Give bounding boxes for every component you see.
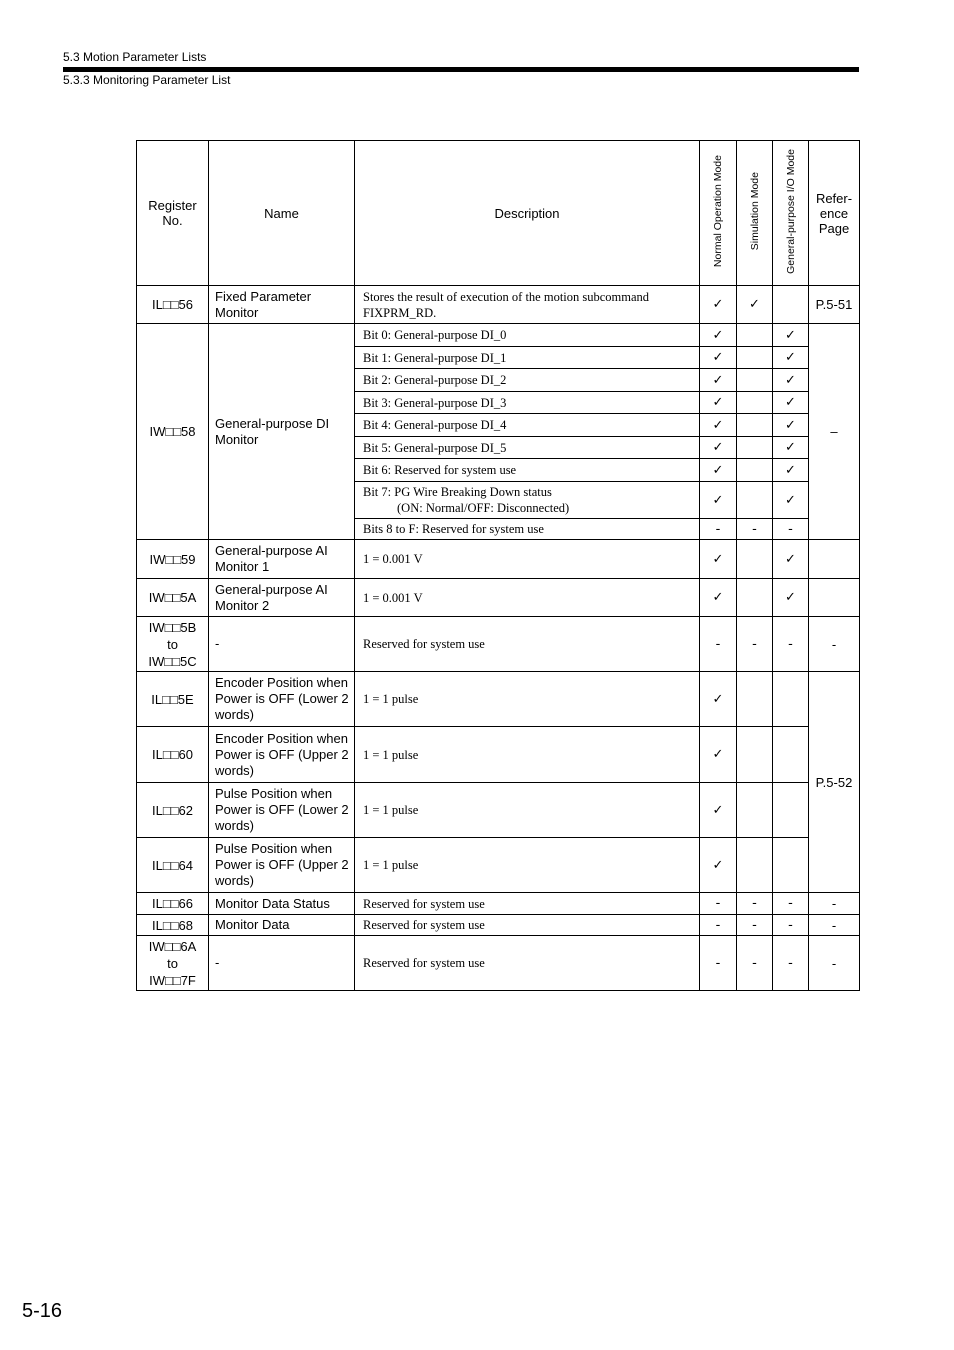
register-no: IL□□5E xyxy=(137,672,209,727)
subsection-title: 5.3.3 Monitoring Parameter List xyxy=(63,73,231,87)
reference-page: - xyxy=(809,936,860,991)
col-description-header: Description xyxy=(355,141,700,286)
check-mark: ✓ xyxy=(700,459,737,482)
check-mark: ✓ xyxy=(773,414,809,437)
check-mark: ✓ xyxy=(700,369,737,392)
bit-description: Bit 6: Reserved for system use xyxy=(355,459,700,482)
table-row xyxy=(137,579,860,617)
param-name: Fixed Parameter Monitor xyxy=(209,286,355,324)
table-row xyxy=(137,672,860,727)
col-register-header: Register No. xyxy=(137,141,209,286)
check-mark: ✓ xyxy=(700,286,737,324)
empty-cell xyxy=(737,324,773,347)
register-no xyxy=(137,936,209,991)
register-to: IW□□5C xyxy=(148,653,197,669)
dash-mark: - xyxy=(700,936,737,991)
check-mark: ✓ xyxy=(700,437,737,459)
bit-description: Bit 4: General-purpose DI_4 xyxy=(355,414,700,437)
empty-cell xyxy=(737,414,773,437)
dash-mark: - xyxy=(773,519,809,540)
empty-cell xyxy=(773,838,809,893)
page-number: 5-16 xyxy=(22,1300,63,1322)
bit-description: Bits 8 to F: Reserved for system use xyxy=(355,519,700,540)
dash-mark: - xyxy=(700,519,737,540)
bit-description: Bit 0: General-purpose DI_0 xyxy=(355,324,700,347)
param-name: Pulse Position when Power is OFF (Lower 2 words) xyxy=(209,783,355,838)
check-mark: ✓ xyxy=(700,838,737,893)
empty-cell xyxy=(737,727,773,783)
param-name: Monitor Data xyxy=(209,915,355,936)
param-name: Monitor Data Status xyxy=(209,893,355,915)
param-name: Encoder Position when Power is OFF (Lower 2 words) xyxy=(209,672,355,727)
register-no: IL□□68 xyxy=(137,915,209,936)
check-mark: ✓ xyxy=(773,324,809,347)
col-name-header: Name xyxy=(209,141,355,286)
bit7-note: (ON: Normal/OFF: Disconnected) xyxy=(397,501,570,515)
bit-description: Bit 1: General-purpose DI_1 xyxy=(355,347,700,369)
table-row xyxy=(137,783,860,838)
table-row xyxy=(137,617,860,672)
empty-cell xyxy=(773,672,809,727)
empty-cell xyxy=(737,672,773,727)
table-row xyxy=(137,286,860,324)
header-rule xyxy=(63,67,859,72)
bit-description: Bit 2: General-purpose DI_2 xyxy=(355,369,700,392)
reference-page: P.5-52 xyxy=(809,672,860,893)
param-name: Pulse Position when Power is OFF (Upper 2 words) xyxy=(209,838,355,893)
check-mark: ✓ xyxy=(700,540,737,579)
empty-cell xyxy=(737,838,773,893)
empty-cell xyxy=(737,482,773,519)
dash-mark: - xyxy=(737,915,773,936)
reference-page: - xyxy=(809,915,860,936)
check-mark: ✓ xyxy=(700,347,737,369)
param-name: General-purpose DI Monitor xyxy=(209,324,355,540)
dash-mark: - xyxy=(700,893,737,915)
reference-page: - xyxy=(809,893,860,915)
check-mark: ✓ xyxy=(773,459,809,482)
param-name: General-purpose AI Monitor 1 xyxy=(209,540,355,579)
param-description: 1 = 1 pulse xyxy=(355,727,700,783)
dash-mark: - xyxy=(737,936,773,991)
check-mark: ✓ xyxy=(700,482,737,519)
check-mark: ✓ xyxy=(700,324,737,347)
table-row xyxy=(137,324,860,347)
register-no: IW□□59 xyxy=(137,540,209,579)
check-mark: ✓ xyxy=(700,579,737,617)
bit-description: Bit 3: General-purpose DI_3 xyxy=(355,392,700,414)
section-title: 5.3 Motion Parameter Lists xyxy=(63,50,207,64)
param-description: 1 = 0.001 V xyxy=(355,579,700,617)
dash-mark: - xyxy=(773,936,809,991)
param-name: Encoder Position when Power is OFF (Upper 2 words) xyxy=(209,727,355,783)
table-row xyxy=(137,936,860,991)
check-mark: ✓ xyxy=(773,369,809,392)
empty-cell xyxy=(737,392,773,414)
col-normal-mode-header: Normal Operation Mode xyxy=(700,141,737,286)
register-no: IL□□64 xyxy=(137,838,209,893)
col-reference-header: Refer-ence Page xyxy=(809,141,860,286)
register-no: IW□□5A xyxy=(137,579,209,617)
register-no: IL□□56 xyxy=(137,286,209,324)
table-row xyxy=(137,727,860,783)
table-row xyxy=(137,540,860,579)
register-to-word: to xyxy=(167,955,178,971)
check-mark: ✓ xyxy=(773,437,809,459)
param-name: - xyxy=(209,936,355,991)
register-no: IW□□58 xyxy=(137,324,209,540)
register-to-word: to xyxy=(167,636,178,652)
dash-mark: - xyxy=(737,519,773,540)
check-mark: ✓ xyxy=(700,783,737,838)
col-simulation-mode-header: Simulation Mode xyxy=(737,141,773,286)
dash-mark: - xyxy=(773,893,809,915)
check-mark: ✓ xyxy=(773,392,809,414)
register-no xyxy=(137,617,209,672)
param-description: 1 = 0.001 V xyxy=(355,540,700,579)
dash-mark: - xyxy=(737,617,773,672)
empty-cell xyxy=(737,437,773,459)
register-no: IL□□66 xyxy=(137,893,209,915)
reference-page: - xyxy=(809,617,860,672)
check-mark: ✓ xyxy=(700,727,737,783)
empty-cell xyxy=(773,286,809,324)
reference-page xyxy=(809,540,860,579)
table-row xyxy=(137,915,860,936)
register-from: IW□□6A xyxy=(148,938,197,954)
empty-cell xyxy=(737,579,773,617)
check-mark: ✓ xyxy=(773,540,809,579)
param-description: Stores the result of execution of the motion subcommand FIXPRM_RD. xyxy=(355,286,700,324)
dash-mark: - xyxy=(773,617,809,672)
param-description: Reserved for system use xyxy=(355,617,700,672)
check-mark: ✓ xyxy=(737,286,773,324)
check-mark: ✓ xyxy=(773,347,809,369)
col-io-mode-header: General-purpose I/O Mode xyxy=(773,141,809,286)
param-description: 1 = 1 pulse xyxy=(355,783,700,838)
monitoring-parameter-table xyxy=(136,140,860,991)
param-description: Reserved for system use xyxy=(355,936,700,991)
param-description: 1 = 1 pulse xyxy=(355,672,700,727)
dash-mark: - xyxy=(773,915,809,936)
param-description: 1 = 1 pulse xyxy=(355,838,700,893)
reference-page xyxy=(809,579,860,617)
check-mark: ✓ xyxy=(700,392,737,414)
table-header-row xyxy=(137,141,860,286)
table-row xyxy=(137,893,860,915)
empty-cell xyxy=(773,783,809,838)
bit-description xyxy=(355,482,700,519)
table-row xyxy=(137,838,860,893)
dash-mark: - xyxy=(700,617,737,672)
empty-cell xyxy=(737,347,773,369)
param-name: - xyxy=(209,617,355,672)
empty-cell xyxy=(737,369,773,392)
dash-mark: - xyxy=(700,915,737,936)
empty-cell xyxy=(773,727,809,783)
register-from: IW□□5B xyxy=(148,619,197,635)
register-to: IW□□7F xyxy=(149,972,196,988)
check-mark: ✓ xyxy=(773,579,809,617)
check-mark: ✓ xyxy=(700,672,737,727)
reference-page: P.5-51 xyxy=(809,286,860,324)
bit7-label: Bit 7: PG Wire Breaking Down status xyxy=(363,485,552,499)
param-name: General-purpose AI Monitor 2 xyxy=(209,579,355,617)
reference-page: – xyxy=(809,324,860,540)
check-mark: ✓ xyxy=(773,482,809,519)
empty-cell xyxy=(737,459,773,482)
register-no: IL□□62 xyxy=(137,783,209,838)
check-mark: ✓ xyxy=(700,414,737,437)
register-no: IL□□60 xyxy=(137,727,209,783)
param-description: Reserved for system use xyxy=(355,915,700,936)
empty-cell xyxy=(737,783,773,838)
empty-cell xyxy=(737,540,773,579)
dash-mark: - xyxy=(737,893,773,915)
bit-description: Bit 5: General-purpose DI_5 xyxy=(355,437,700,459)
param-description: Reserved for system use xyxy=(355,893,700,915)
